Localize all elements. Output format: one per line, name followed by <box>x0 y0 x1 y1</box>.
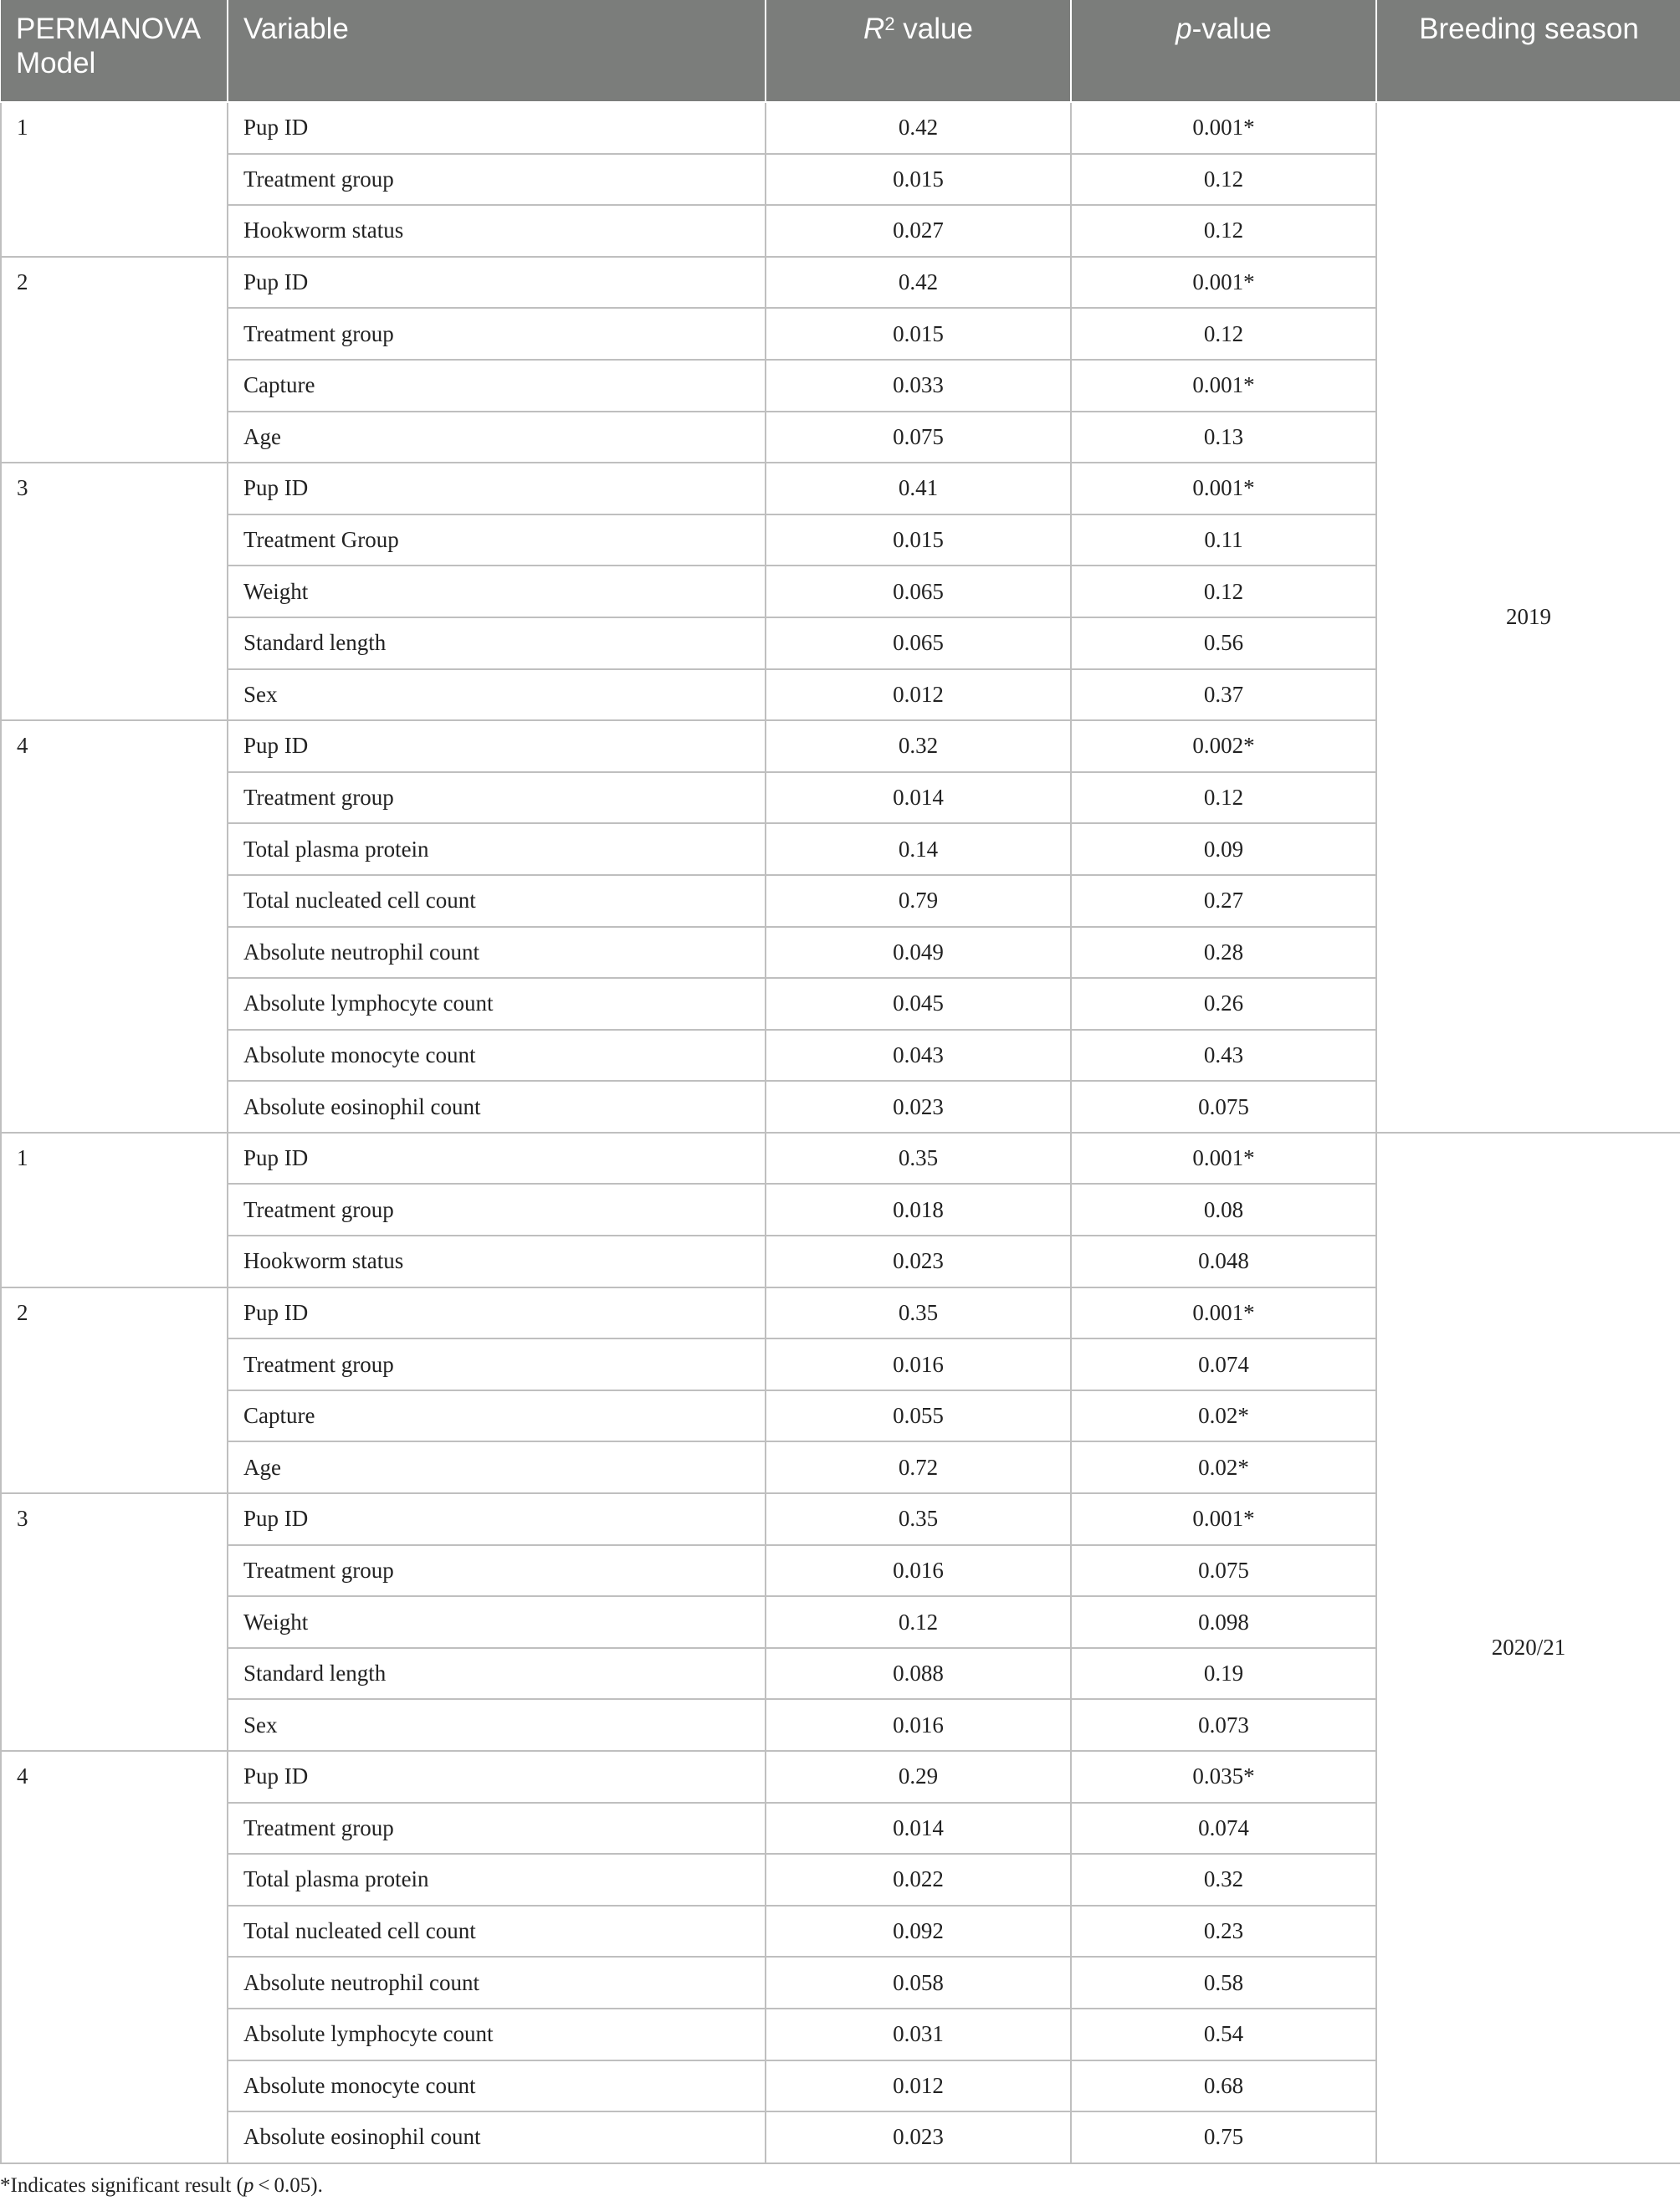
r2-value-cell: 0.055 <box>766 1390 1071 1442</box>
variable-cell: Sex <box>228 669 766 721</box>
p-value-cell: 0.001* <box>1071 360 1376 412</box>
footnote-p: p <box>243 2174 254 2197</box>
model-number-cell: 4 <box>1 1751 228 2163</box>
r2-value-cell: 0.32 <box>766 720 1071 772</box>
p-value-cell: 0.075 <box>1071 1545 1376 1597</box>
r2-value-cell: 0.049 <box>766 927 1071 979</box>
p-value-cell: 0.074 <box>1071 1803 1376 1855</box>
p-value-cell: 0.048 <box>1071 1236 1376 1287</box>
variable-cell: Pup ID <box>228 1751 766 1803</box>
model-number-cell: 3 <box>1 1493 228 1751</box>
r2-value-cell: 0.023 <box>766 1081 1071 1133</box>
r2-value-cell: 0.075 <box>766 412 1071 463</box>
r2-value-cell: 0.14 <box>766 823 1071 875</box>
p-value-cell: 0.56 <box>1071 617 1376 669</box>
variable-cell: Standard length <box>228 1648 766 1700</box>
p-value-cell: 0.26 <box>1071 978 1376 1030</box>
variable-cell: Total plasma protein <box>228 823 766 875</box>
variable-cell: Absolute lymphocyte count <box>228 2009 766 2060</box>
r2-value-cell: 0.012 <box>766 2060 1071 2112</box>
variable-cell: Absolute lymphocyte count <box>228 978 766 1030</box>
variable-cell: Treatment group <box>228 154 766 206</box>
header-p-value <box>1071 0 1376 102</box>
r2-value-cell: 0.045 <box>766 978 1071 1030</box>
table-row <box>1 1133 1680 1185</box>
header-r2-superscript: 2 <box>884 13 895 34</box>
table-header <box>1 0 1680 102</box>
variable-cell: Treatment group <box>228 1545 766 1597</box>
variable-cell: Absolute neutrophil count <box>228 1957 766 2009</box>
header-breeding-season: Breeding season <box>1376 0 1680 102</box>
p-value-cell: 0.002* <box>1071 720 1376 772</box>
r2-value-cell: 0.058 <box>766 1957 1071 2009</box>
p-value-cell: 0.12 <box>1071 308 1376 360</box>
p-value-cell: 0.12 <box>1071 566 1376 617</box>
p-value-cell: 0.035* <box>1071 1751 1376 1803</box>
p-value-cell: 0.37 <box>1071 669 1376 721</box>
variable-cell: Treatment group <box>228 772 766 824</box>
footnote-suffix: < 0.05). <box>254 2174 323 2197</box>
footnote-prefix: *Indicates significant result ( <box>0 2174 243 2197</box>
variable-cell: Pup ID <box>228 102 766 154</box>
r2-value-cell: 0.015 <box>766 308 1071 360</box>
breeding-season-cell: 2020/21 <box>1376 1133 1680 2163</box>
model-number-cell: 4 <box>1 720 228 1133</box>
p-value-cell: 0.08 <box>1071 1184 1376 1236</box>
variable-cell: Hookworm status <box>228 205 766 257</box>
p-value-cell: 0.09 <box>1071 823 1376 875</box>
r2-value-cell: 0.12 <box>766 1596 1071 1648</box>
r2-value-cell: 0.043 <box>766 1030 1071 1082</box>
variable-cell: Treatment group <box>228 1184 766 1236</box>
r2-value-cell: 0.29 <box>766 1751 1071 1803</box>
header-r2-suffix: value <box>894 13 973 45</box>
r2-value-cell: 0.092 <box>766 1906 1071 1958</box>
variable-cell: Weight <box>228 1596 766 1648</box>
r2-value-cell: 0.42 <box>766 102 1071 154</box>
r2-value-cell: 0.015 <box>766 154 1071 206</box>
r2-value-cell: 0.027 <box>766 205 1071 257</box>
r2-value-cell: 0.016 <box>766 1699 1071 1751</box>
breeding-season-cell: 2019 <box>1376 102 1680 1133</box>
p-value-cell: 0.43 <box>1071 1030 1376 1082</box>
p-value-cell: 0.001* <box>1071 257 1376 309</box>
variable-cell: Sex <box>228 1699 766 1751</box>
r2-value-cell: 0.065 <box>766 566 1071 617</box>
p-value-cell: 0.02* <box>1071 1441 1376 1493</box>
variable-cell: Treatment group <box>228 308 766 360</box>
p-value-cell: 0.12 <box>1071 772 1376 824</box>
p-value-cell: 0.32 <box>1071 1854 1376 1906</box>
variable-cell: Hookworm status <box>228 1236 766 1287</box>
model-number-cell: 2 <box>1 257 228 463</box>
r2-value-cell: 0.023 <box>766 2111 1071 2163</box>
p-value-cell: 0.02* <box>1071 1390 1376 1442</box>
variable-cell: Total nucleated cell count <box>228 875 766 927</box>
p-value-cell: 0.68 <box>1071 2060 1376 2112</box>
p-value-cell: 0.001* <box>1071 1493 1376 1545</box>
r2-value-cell: 0.033 <box>766 360 1071 412</box>
variable-cell: Pup ID <box>228 1133 766 1185</box>
r2-value-cell: 0.018 <box>766 1184 1071 1236</box>
variable-cell: Pup ID <box>228 257 766 309</box>
header-model: PERMANOVA Model <box>1 0 228 102</box>
table-row <box>1 102 1680 154</box>
footnote <box>0 2174 323 2198</box>
p-value-cell: 0.001* <box>1071 463 1376 514</box>
variable-cell: Weight <box>228 566 766 617</box>
r2-value-cell: 0.79 <box>766 875 1071 927</box>
variable-cell: Capture <box>228 1390 766 1442</box>
header-p-suffix: -value <box>1191 13 1272 45</box>
header-p-symbol: p <box>1175 13 1192 45</box>
r2-value-cell: 0.088 <box>766 1648 1071 1700</box>
r2-value-cell: 0.014 <box>766 1803 1071 1855</box>
p-value-cell: 0.001* <box>1071 1287 1376 1339</box>
p-value-cell: 0.001* <box>1071 1133 1376 1185</box>
variable-cell: Age <box>228 412 766 463</box>
p-value-cell: 0.11 <box>1071 514 1376 566</box>
p-value-cell: 0.098 <box>1071 1596 1376 1648</box>
variable-cell: Pup ID <box>228 463 766 514</box>
variable-cell: Age <box>228 1441 766 1493</box>
p-value-cell: 0.073 <box>1071 1699 1376 1751</box>
p-value-cell: 0.27 <box>1071 875 1376 927</box>
r2-value-cell: 0.35 <box>766 1287 1071 1339</box>
r2-value-cell: 0.012 <box>766 669 1071 721</box>
r2-value-cell: 0.42 <box>766 257 1071 309</box>
variable-cell: Treatment group <box>228 1803 766 1855</box>
table-body <box>1 102 1680 2163</box>
p-value-cell: 0.28 <box>1071 927 1376 979</box>
p-value-cell: 0.12 <box>1071 154 1376 206</box>
p-value-cell: 0.074 <box>1071 1338 1376 1390</box>
r2-value-cell: 0.031 <box>766 2009 1071 2060</box>
r2-value-cell: 0.022 <box>766 1854 1071 1906</box>
variable-cell: Pup ID <box>228 1287 766 1339</box>
p-value-cell: 0.54 <box>1071 2009 1376 2060</box>
variable-cell: Pup ID <box>228 1493 766 1545</box>
variable-cell: Treatment group <box>228 1338 766 1390</box>
model-number-cell: 1 <box>1 102 228 257</box>
p-value-cell: 0.19 <box>1071 1648 1376 1700</box>
r2-value-cell: 0.41 <box>766 463 1071 514</box>
p-value-cell: 0.13 <box>1071 412 1376 463</box>
r2-value-cell: 0.016 <box>766 1545 1071 1597</box>
r2-value-cell: 0.014 <box>766 772 1071 824</box>
p-value-cell: 0.23 <box>1071 1906 1376 1958</box>
variable-cell: Absolute monocyte count <box>228 1030 766 1082</box>
variable-cell: Absolute eosinophil count <box>228 2111 766 2163</box>
r2-value-cell: 0.35 <box>766 1133 1071 1185</box>
variable-cell: Absolute monocyte count <box>228 2060 766 2112</box>
r2-value-cell: 0.72 <box>766 1441 1071 1493</box>
header-variable: Variable <box>228 0 766 102</box>
header-r2-symbol: R <box>863 13 885 45</box>
p-value-cell: 0.075 <box>1071 1081 1376 1133</box>
variable-cell: Pup ID <box>228 720 766 772</box>
header-row <box>1 0 1680 102</box>
variable-cell: Absolute eosinophil count <box>228 1081 766 1133</box>
model-number-cell: 1 <box>1 1133 228 1287</box>
variable-cell: Standard length <box>228 617 766 669</box>
variable-cell: Capture <box>228 360 766 412</box>
r2-value-cell: 0.016 <box>766 1338 1071 1390</box>
model-number-cell: 2 <box>1 1287 228 1493</box>
r2-value-cell: 0.015 <box>766 514 1071 566</box>
variable-cell: Total plasma protein <box>228 1854 766 1906</box>
p-value-cell: 0.58 <box>1071 1957 1376 2009</box>
r2-value-cell: 0.023 <box>766 1236 1071 1287</box>
header-r2 <box>766 0 1071 102</box>
r2-value-cell: 0.065 <box>766 617 1071 669</box>
p-value-cell: 0.12 <box>1071 205 1376 257</box>
model-number-cell: 3 <box>1 463 228 720</box>
variable-cell: Total nucleated cell count <box>228 1906 766 1958</box>
r2-value-cell: 0.35 <box>766 1493 1071 1545</box>
p-value-cell: 0.75 <box>1071 2111 1376 2163</box>
p-value-cell: 0.001* <box>1071 102 1376 154</box>
variable-cell: Absolute neutrophil count <box>228 927 766 979</box>
variable-cell: Treatment Group <box>228 514 766 566</box>
